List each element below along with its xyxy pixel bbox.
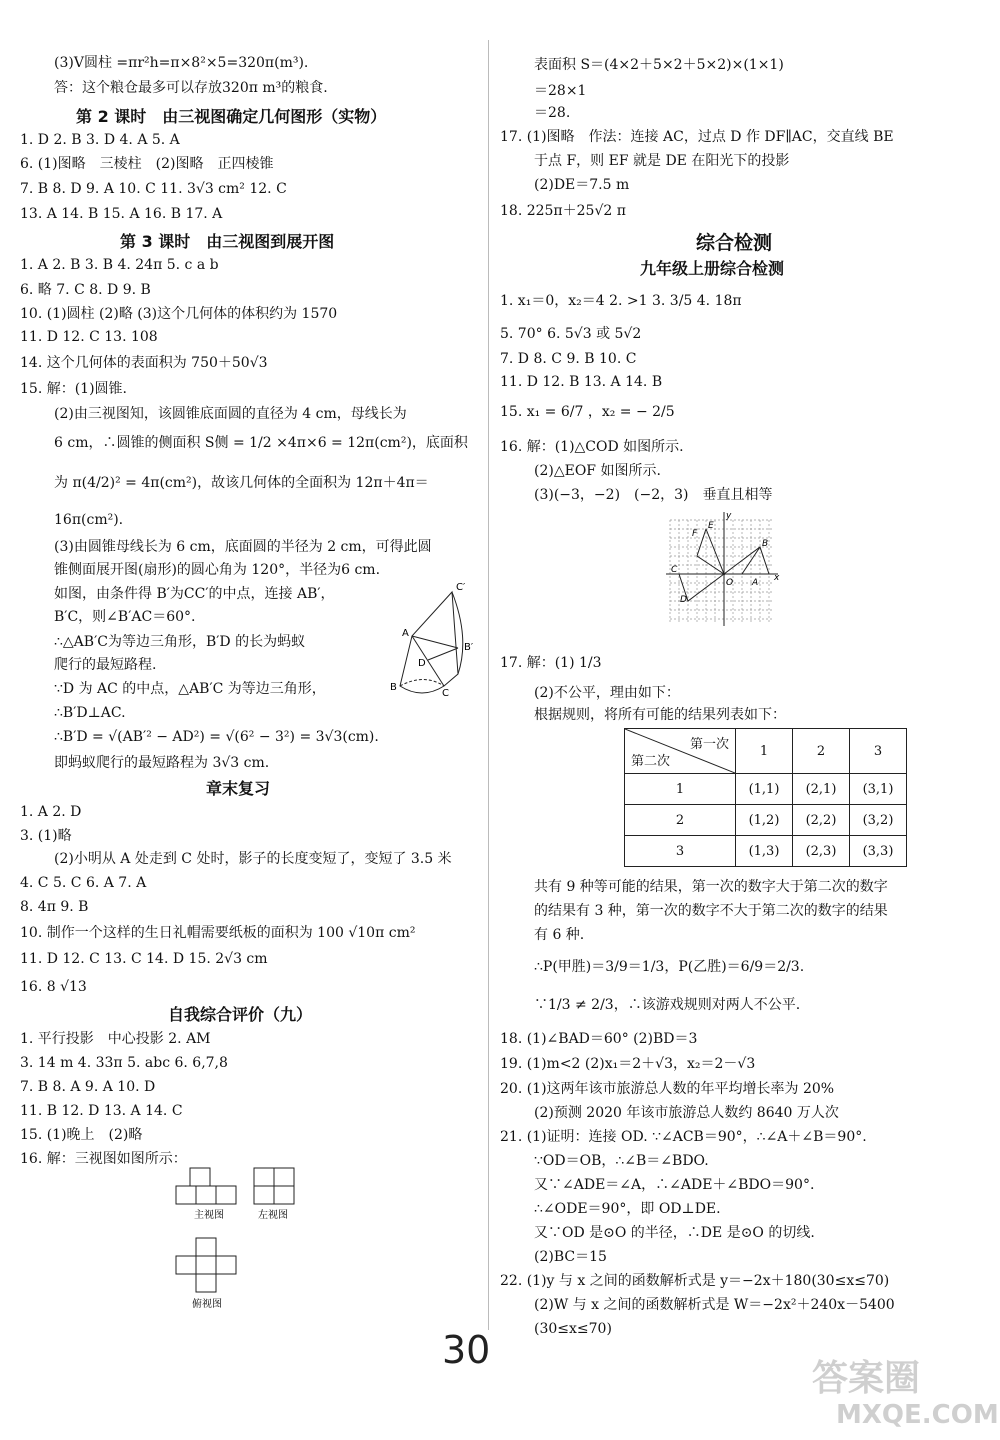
answer-line: 17. (1)图略 作法：连接 AC，过点 D 作 DF∥AC，交直线 BE (500, 129, 894, 145)
table-corner (625, 729, 736, 774)
label-b: B (762, 539, 769, 549)
label-f: F (692, 529, 698, 539)
label-d: D (680, 595, 687, 605)
table-cell: (2,3) (793, 836, 850, 867)
answer-line: 8. 4π 9. B (20, 899, 89, 915)
answer-line: 3. (1)略 (20, 828, 72, 844)
text-line: (2)△EOF 如图所示. (534, 463, 661, 479)
answer-line: 22. (1)y 与 x 之间的函数解析式是 y＝−2x＋180(30≤x≤70) (500, 1273, 890, 1289)
text-line: 答：这个粮仓最多可以存放320π m³的粮食. (54, 80, 328, 96)
text-line: ∴P(甲胜)＝3/9＝1/3，P(乙胜)＝6/9＝2/3. (534, 959, 805, 975)
label-b: B (390, 682, 397, 693)
top-view-label: 俯视图 (192, 1299, 222, 1310)
label-b-prime: B′ (464, 642, 474, 653)
label-x: x (774, 573, 780, 583)
section-heading: 第 3 课时 由三视图到展开图 (120, 232, 335, 251)
column-header: 3 (850, 729, 907, 774)
row-header: 1 (625, 774, 736, 805)
answer-line: 3. 14 m 4. 33π 5. abc 6. 6,7,8 (20, 1055, 228, 1071)
text-line: 爬行的最短路程. (54, 657, 157, 673)
text-line: (3)(−3，−2) (−2，3) 垂直且相等 (534, 487, 773, 503)
text-line: ∴△AB′C为等边三角形，B′D 的长为蚂蚁 (54, 634, 306, 650)
section-heading: 自我综合评价（九） (168, 1005, 313, 1024)
answer-line: 11. D 12. C 13. 108 (20, 329, 158, 345)
table-cell: (1,2) (736, 805, 793, 836)
table-row (625, 805, 907, 836)
table-cell: (3,2) (850, 805, 907, 836)
section-heading: 第 2 课时 由三视图确定几何图形（实物） (76, 107, 387, 126)
text-line: 有 6 种. (534, 927, 585, 943)
coordinate-grid-figure (666, 510, 782, 630)
text-line: 为 π(4/2)² = 4π(cm²)，故该几何体的全面积为 12π＋4π＝ (54, 475, 429, 491)
answer-line: 1. 平行投影 中心投影 2. AM (20, 1031, 211, 1047)
answer-line: 16. 解：三视图如图所示： (20, 1151, 187, 1167)
answer-line: 11. D 12. B 13. A 14. B (500, 374, 663, 390)
outcome-table (624, 728, 907, 867)
answer-line: 16. 8 √13 (20, 979, 87, 995)
text-line: (2)预测 2020 年该市旅游总人数约 8640 万人次 (534, 1105, 839, 1121)
text-line: 根据规则，将所有可能的结果列表如下： (534, 707, 786, 723)
answer-line: 21. (1)证明：连接 OD. ∵∠ACB＝90°，∴∠A＋∠B＝90°. (500, 1129, 867, 1145)
table-cell: (3,3) (850, 836, 907, 867)
column-header: 2 (793, 729, 850, 774)
text-line: B′C，则∠B′AC＝60°. (54, 609, 196, 625)
corner-bottom-label: 第二次 (631, 754, 671, 769)
three-views-figure (170, 1162, 320, 1312)
answer-line: 18. (1)∠BAD＝60° (2)BD＝3 (500, 1031, 698, 1047)
text-line: (3)由圆锥母线长为 6 cm，底面圆的半径为 2 cm，可得此圆 (54, 539, 432, 555)
table-row (625, 836, 907, 867)
answer-line: 19. (1)m<2 (2)x₁＝2＋√3，x₂＝2－√3 (500, 1056, 756, 1072)
answer-line: 15. (1)晚上 (2)略 (20, 1127, 143, 1143)
text-line: ∴B′D = √(AB′² − AD²) = √(6² − 3²) = 3√3(cm). (54, 729, 379, 745)
label-o: O (726, 578, 734, 588)
answer-line: 6. (1)图略 三棱柱 (2)图略 正四棱锥 (20, 156, 274, 172)
table-cell: (2,1) (793, 774, 850, 805)
label-d: D (418, 658, 426, 669)
text-line: ∴∠ODE＝90°，即 OD⊥DE. (534, 1201, 721, 1217)
answer-line: 6. 略 7. C 8. D 9. B (20, 282, 151, 298)
answer-line: 15. x₁ = 6/7 ，x₂ = − 2/5 (500, 404, 675, 420)
answer-line: 1. A 2. B 3. B 4. 24π 5. c a b (20, 257, 219, 273)
answer-line: 15. 解：(1)圆锥. (20, 381, 127, 397)
label-a: A (402, 628, 409, 639)
text-line: 锥侧面展开图(扇形)的圆心角为 120°，半径为6 cm. (54, 562, 381, 578)
section-subheading: 九年级上册综合检测 (640, 259, 785, 278)
text-line: 又∵OD 是⊙O 的半径，∴DE 是⊙O 的切线. (534, 1225, 815, 1241)
page-number: 30 (442, 1328, 491, 1372)
answer-line: 14. 这个几何体的表面积为 750＋50√3 (20, 355, 268, 371)
answer-line: 11. D 12. C 13. C 14. D 15. 2√3 cm (20, 951, 268, 967)
label-c: C (442, 688, 449, 698)
answer-line: 17. 解：(1) 1/3 (500, 655, 602, 671)
table-cell: (1,3) (736, 836, 793, 867)
table-row (625, 774, 907, 805)
answer-line: 1. D 2. B 3. D 4. A 5. A (20, 132, 180, 148)
answer-line: 18. 225π＋25√2 π (500, 203, 626, 219)
text-line: ＝28×1 (534, 83, 587, 99)
answer-line: 1. A 2. D (20, 804, 82, 820)
answer-line: 7. B 8. A 9. A 10. D (20, 1079, 156, 1095)
text-line: 表面积 S＝(4×2＋5×2＋5×2)×(1×1) (534, 57, 784, 73)
table-cell: (3,1) (850, 774, 907, 805)
text-line: ∵1/3 ≠ 2/3，∴该游戏规则对两人不公平. (534, 997, 801, 1013)
watermark-url: MXQE.COM (836, 1400, 999, 1430)
text-line: 即蚂蚁爬行的最短路程为 3√3 cm. (54, 755, 270, 771)
row-header: 3 (625, 836, 736, 867)
column-header: 1 (736, 729, 793, 774)
table-cell: (1,1) (736, 774, 793, 805)
answer-line: 4. C 5. C 6. A 7. A (20, 875, 147, 891)
watermark-logo: 答案圈 (812, 1358, 921, 1399)
table-cell: (2,2) (793, 805, 850, 836)
label-c-prime: C′ (456, 582, 466, 593)
corner-top-label: 第一次 (689, 737, 729, 752)
answer-line: 10. 制作一个这样的生日礼帽需要纸板的面积为 100 √10π cm² (20, 925, 416, 941)
text-line: (2)W 与 x 之间的函数解析式是 W＝−2x²＋240x－5400 (534, 1297, 895, 1313)
text-line: (2)不公平，理由如下： (534, 685, 680, 701)
text-line: 又∵∠ADE＝∠A，∴∠ADE＋∠BDO＝90°. (534, 1177, 815, 1193)
text-line: (3)V圆柱 =πr²h=π×8²×5=320π(m³). (54, 55, 309, 71)
text-line: 的结果有 3 种，第一次的数字不大于第二次的数字的结果 (534, 903, 888, 919)
text-line: ∵D 为 AC 的中点，△AB′C 为等边三角形， (54, 681, 326, 697)
answer-line: 20. (1)这两年该市旅游总人数的年平均增长率为 20% (500, 1081, 835, 1097)
text-line: (2)DE＝7.5 m (534, 177, 630, 193)
section-heading: 综合检测 (696, 232, 773, 254)
section-heading: 章末复习 (206, 779, 271, 798)
label-e: E (708, 521, 714, 531)
answer-line: 1. x₁＝0，x₂＝4 2. >1 3. 3/5 4. 18π (500, 293, 742, 309)
answer-line: 16. 解：(1)△COD 如图所示. (500, 439, 684, 455)
answer-line: 11. B 12. D 13. A 14. C (20, 1103, 183, 1119)
text-line: ＝28. (534, 105, 571, 121)
label-a: A (752, 578, 759, 588)
front-view-label: 主视图 (194, 1210, 224, 1221)
column-divider (488, 40, 489, 1330)
left-view-label: 左视图 (258, 1210, 288, 1221)
row-header: 2 (625, 805, 736, 836)
text-line: ∴B′D⊥AC. (54, 705, 126, 721)
text-line: ∵OD＝OB，∴∠B＝∠BDO. (534, 1153, 709, 1169)
answer-line: 5. 70° 6. 5√3 或 5√2 (500, 326, 642, 342)
answer-line: 13. A 14. B 15. A 16. B 17. A (20, 206, 223, 222)
label-y: y (726, 511, 732, 521)
text-line: 16π(cm²). (54, 512, 124, 528)
cone-sector-figure (372, 578, 482, 698)
text-line: 于点 F，则 EF 就是 DE 在阳光下的投影 (534, 153, 790, 169)
text-line: 如图，由条件得 B′为CC′的中点，连接 AB′， (54, 586, 335, 602)
answer-line: 7. B 8. D 9. A 10. C 11. 3√3 cm² 12. C (20, 181, 287, 197)
text-line: (30≤x≤70) (534, 1321, 612, 1337)
answer-line: 7. D 8. C 9. B 10. C (500, 351, 637, 367)
label-c: C (671, 565, 678, 575)
text-line: (2)BC＝15 (534, 1249, 607, 1265)
text-line: (2)小明从 A 处走到 C 处时，影子的长度变短了，变短了 3.5 米 (54, 851, 452, 867)
answer-line: 10. (1)圆柱 (2)略 (3)这个几何体的体积约为 1570 (20, 306, 338, 322)
text-line: (2)由三视图知，该圆锥底面圆的直径为 4 cm，母线长为 (54, 406, 407, 422)
text-line: 6 cm，∴圆锥的侧面积 S侧 = 1/2 ×4π×6 = 12π(cm²)，底面积 (54, 435, 468, 451)
text-line: 共有 9 种等可能的结果，第一次的数字大于第二次的数字 (534, 879, 888, 895)
